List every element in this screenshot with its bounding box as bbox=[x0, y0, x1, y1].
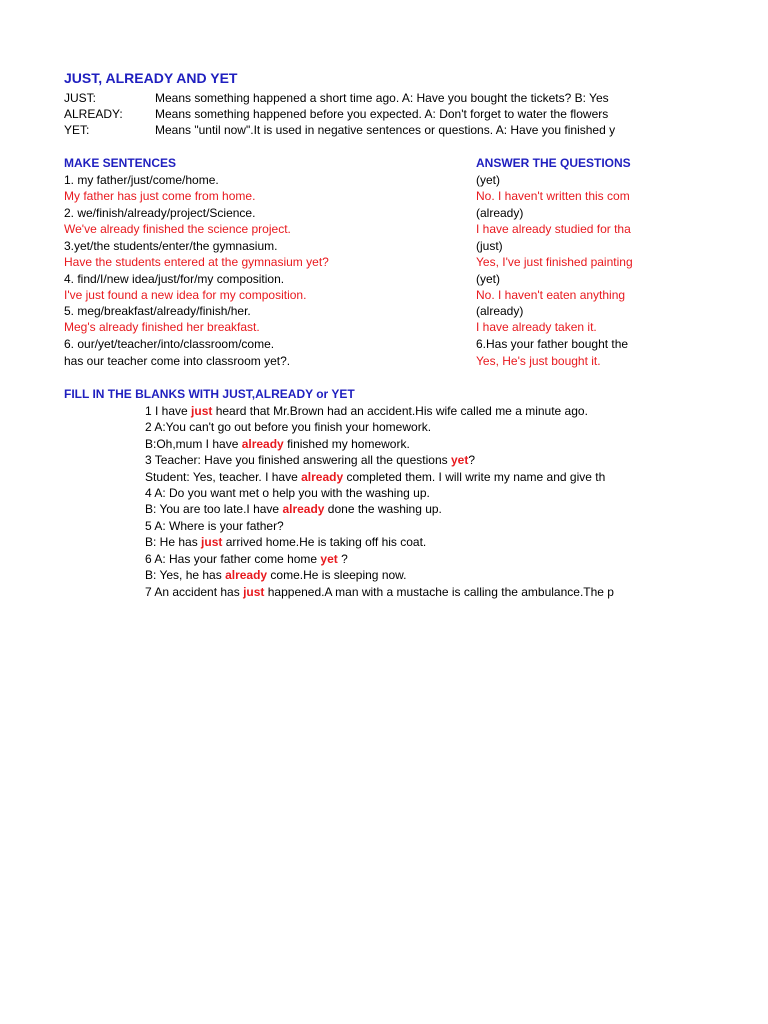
definition-term-just: JUST: bbox=[64, 91, 97, 105]
fill-blank-item: 7 An accident has just happened.A man with a mustache is calling the ambulance.The p bbox=[145, 585, 614, 599]
question-hint: (already) bbox=[476, 304, 524, 318]
fill-blank-item: B: You are too late.I have already done the washing up. bbox=[145, 502, 442, 516]
definition-term-already: ALREADY: bbox=[64, 107, 123, 121]
question-answer: I have already taken it. bbox=[476, 320, 597, 334]
question-answer: No. I haven't written this com bbox=[476, 189, 630, 203]
definition-text-already: Means something happened before you expected. A: Don't forget to water the flowers bbox=[155, 107, 609, 121]
fill-blanks-header: FILL IN THE BLANKS WITH JUST,ALREADY or YET bbox=[64, 387, 355, 401]
fill-blank-item: 2 A:You can't go out before you finish your homework. bbox=[145, 420, 432, 434]
prompt-line: 2. we/finish/already/project/Science. bbox=[64, 206, 256, 220]
fill-blank-item: 1 I have just heard that Mr.Brown had an accident.His wife called me a minute ago. bbox=[145, 404, 588, 418]
question-answer: Yes, He's just bought it. bbox=[476, 354, 601, 368]
fill-blank-item: B: Yes, he has already come.He is sleeping now. bbox=[145, 568, 407, 582]
make-sentences-header: MAKE SENTENCES bbox=[64, 156, 177, 170]
answer-keyword: yet bbox=[450, 453, 469, 467]
definition-term-yet: YET: bbox=[64, 123, 90, 137]
question-hint: (yet) bbox=[476, 272, 500, 286]
answer-keyword: just bbox=[191, 404, 213, 418]
fill-blank-item: Student: Yes, teacher. I have already completed them. I will write my name and give th bbox=[145, 470, 606, 484]
prompt-line: 3.yet/the students/enter/the gymnasium. bbox=[64, 239, 278, 253]
answer-keyword: just bbox=[201, 535, 223, 549]
page-title: JUST, ALREADY AND YET bbox=[64, 70, 238, 86]
answer-keyword: already bbox=[282, 502, 325, 516]
answer-questions-header: ANSWER THE QUESTIONS bbox=[476, 156, 631, 170]
answer-keyword: already bbox=[301, 470, 344, 484]
prompt-line: 6. our/yet/teacher/into/classroom/come. bbox=[64, 337, 275, 351]
definition-text-yet: Means "until now".It is used in negative sentences or questions. A: Have you finished y bbox=[155, 123, 616, 137]
question-hint: 6.Has your father bought the bbox=[476, 337, 629, 351]
question-answer: No. I haven't eaten anything bbox=[476, 288, 626, 302]
fill-blank-item: B: He has just arrived home.He is taking off his coat. bbox=[145, 535, 427, 549]
prompt-line: 4. find/I/new idea/just/for/my composition. bbox=[64, 272, 285, 286]
answer-keyword: already bbox=[241, 437, 284, 451]
prompt-line: 5. meg/breakfast/already/finish/her. bbox=[64, 304, 251, 318]
answer-line: We've already finished the science project. bbox=[64, 222, 291, 236]
fill-blank-item: 5 A: Where is your father? bbox=[145, 519, 284, 533]
answer-keyword: just bbox=[243, 585, 265, 599]
fill-blank-item: 4 A: Do you want met o help you with the washing up. bbox=[145, 486, 430, 500]
answer-line: My father has just come from home. bbox=[64, 189, 256, 203]
answer-keyword: yet bbox=[320, 552, 338, 566]
question-hint: (yet) bbox=[476, 173, 500, 187]
prompt-line: 1. my father/just/come/home. bbox=[64, 173, 219, 187]
question-answer: Yes, I've just finished painting bbox=[476, 255, 633, 269]
question-answer: I have already studied for tha bbox=[476, 222, 631, 236]
answer-line: Have the students entered at the gymnasium yet? bbox=[64, 255, 329, 269]
question-hint: (already) bbox=[476, 206, 524, 220]
definition-text-just: Means something happened a short time ago. A: Have you bought the tickets? B: Yes bbox=[155, 91, 609, 105]
question-hint: (just) bbox=[476, 239, 503, 253]
answer-line: Meg's already finished her breakfast. bbox=[64, 320, 260, 334]
fill-blank-item: B:Oh,mum I have already finished my homework. bbox=[145, 437, 410, 451]
answer-line: I've just found a new idea for my composition. bbox=[64, 288, 307, 302]
prompt-line: has our teacher come into classroom yet?. bbox=[64, 354, 291, 368]
answer-keyword: already bbox=[225, 568, 268, 582]
fill-blank-item: 3 Teacher: Have you finished answering all the questions yet? bbox=[145, 453, 475, 467]
fill-blank-item: 6 A: Has your father come home yet ? bbox=[145, 552, 348, 566]
